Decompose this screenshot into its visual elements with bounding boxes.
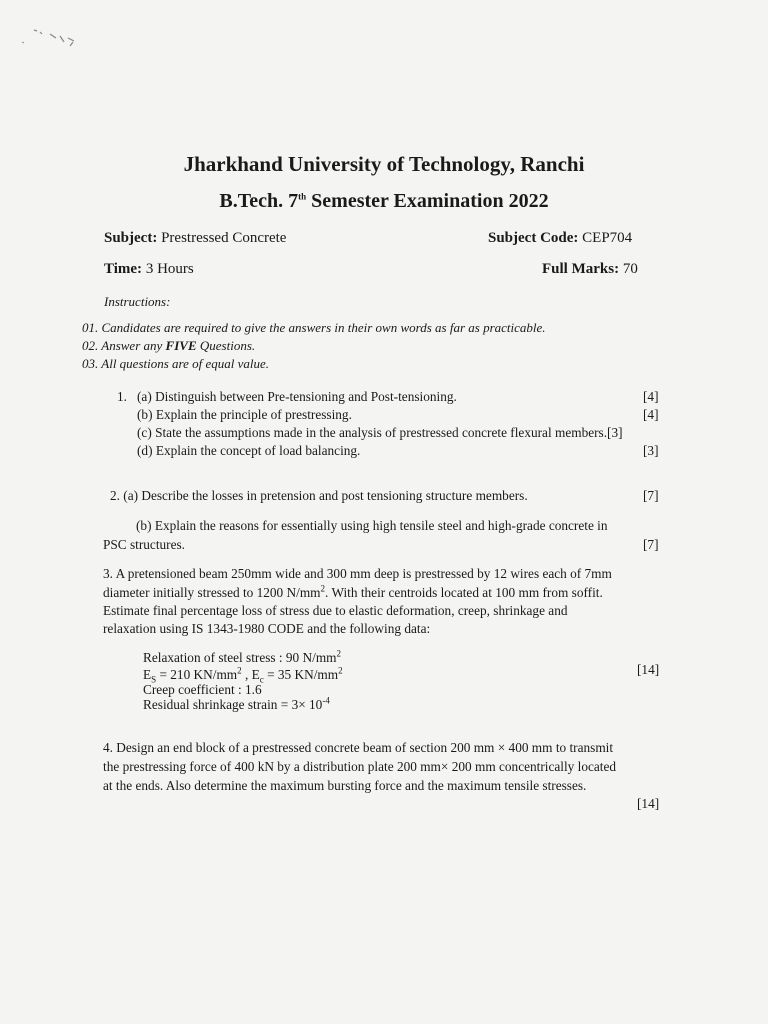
q2a-marks: [7] [643,488,659,503]
q2a-text: 2. (a) Describe the losses in pretension and post tensioning structure members. [110,488,528,503]
instruction-3: 03. All questions are of equal value. [82,356,270,371]
q1b-text: (b) Explain the principle of prestressing. [137,407,352,422]
exam-title: B.Tech. 7th Semester Examination 2022 [219,190,549,212]
q3-line4: relaxation using IS 1343-1980 CODE and the following data: [103,621,431,636]
instruction-1: 01. Candidates are required to give the answers in their own words as far as practicable. [82,320,546,335]
q4-line3: at the ends. Also determine the maximum bursting force and the maximum tensile stresses. [103,778,587,793]
instructions-heading: Instructions: [104,294,171,309]
q3-line2: diameter initially stressed to 1200 $N/mm^2$. With their centroids located at 100 mm from soffit. [103,583,603,600]
q1b-marks: [4] [643,407,659,422]
q1a-marks: [4] [643,389,659,404]
q1c-text: (c) State the assumptions made in the analysis of prestressed concrete flexural members.[3] [137,425,623,440]
university-title: Jharkhand University of Technology, Ranchi [183,152,585,176]
subject-code-line: Subject Code: CEP704 [488,230,633,246]
instruction-2: 02. Answer any FIVE Questions. [82,338,256,353]
q3-shrinkage: Residual shrinkage strain = $3\times 10^{-4}$ [143,695,330,712]
q3-creep: Creep coefficient : 1.6 [143,682,262,697]
q3-moduli: $E_S = 210$ $KN/mm^2$ , $E_c = 35$ $KN/mm^2$ [143,665,343,685]
full-marks-line: Full Marks: 70 [542,261,638,277]
q3-relaxation: Relaxation of steel stress : 90 $N/mm^2$ [143,648,342,665]
q1d-marks: [3] [643,443,659,458]
q4-line2: the prestressing force of 400 kN by a distribution plate 200 mm× 200 mm concentrically located [103,759,617,774]
q4-marks: [14] [637,796,660,811]
pen-scribble-mark [16,22,86,52]
q3-marks: [14] [637,662,660,677]
q1a-text: (a) Distinguish between Pre-tensioning and Post-tensioning. [137,389,457,404]
q1-number: 1. [117,389,127,404]
q4-line1: 4. Design an end block of a prestressed concrete beam of section 200 mm × 400 mm to transmit [103,740,614,755]
subject-line: Subject: Prestressed Concrete [104,230,287,246]
time-line: Time: 3 Hours [104,261,194,277]
q3-line3: Estimate final percentage loss of stress due to elastic deformation, creep, shrinkage and [103,603,568,618]
q2b-marks: [7] [643,537,659,552]
q2b-line1: (b) Explain the reasons for essentially using high tensile steel and high-grade concrete in [136,518,608,533]
q2b-line2: PSC structures. [103,537,186,552]
q1d-text: (d) Explain the concept of load balancing. [137,443,361,458]
q3-line1: 3. A pretensioned beam 250mm wide and 300 mm deep is prestressed by 12 wires each of 7mm [103,566,612,581]
